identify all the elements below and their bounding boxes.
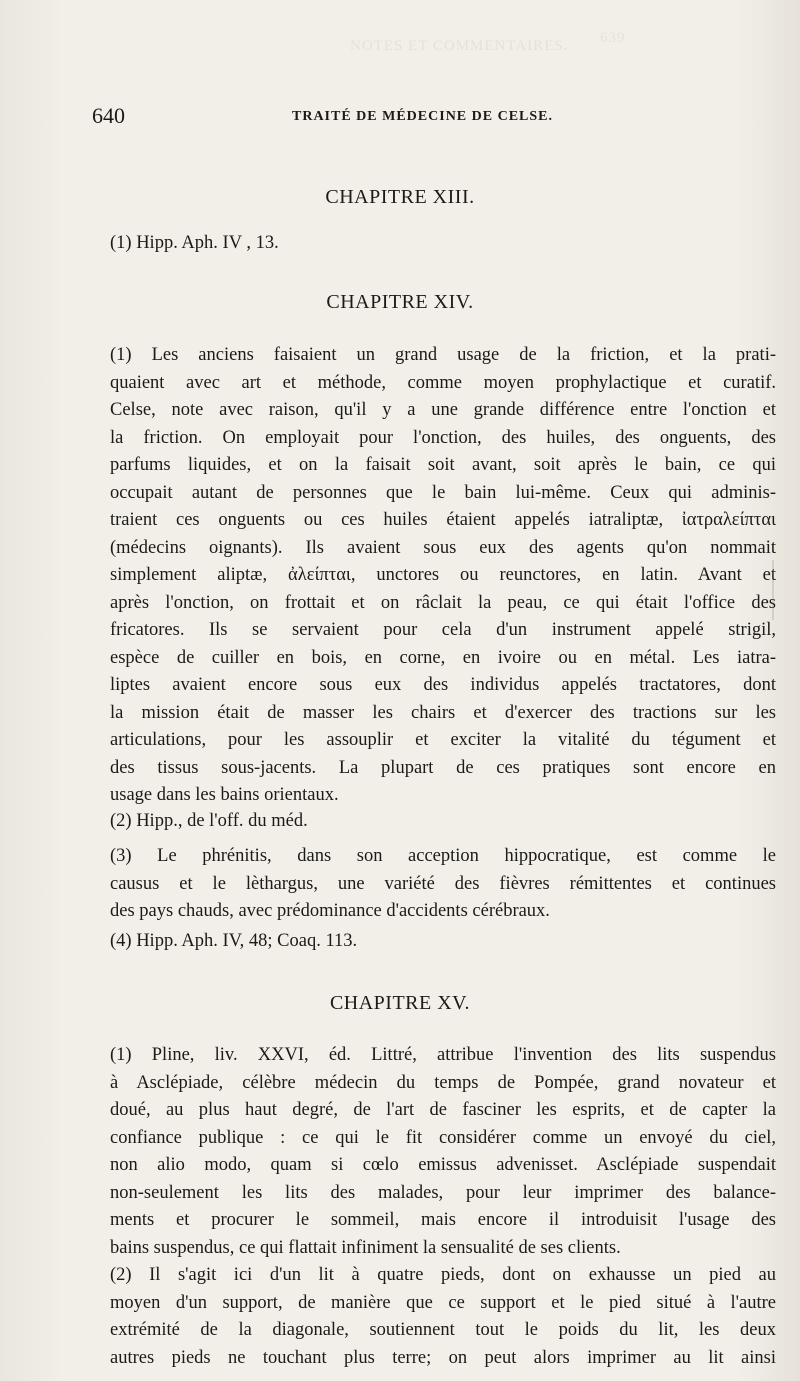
footnote-line: quaient avec art et méthode, comme moyen prophylactique et curatif. xyxy=(110,372,776,393)
footnote-line: causus et le lèthargus, une variété des fièvres rémittentes et continues xyxy=(110,873,776,894)
footnote-line: Celse, note avec raison, qu'il y a une grande différence entre l'onction et xyxy=(110,400,776,420)
footnote-line: traient ces onguents ou ces huiles étaient appelés iatraliptæ, ἰατραλείπται xyxy=(110,510,776,530)
page-number: 640 xyxy=(92,103,125,128)
footnote-line: (1) Hipp. Aph. IV , 13. xyxy=(110,233,279,253)
footnote-line: simplement aliptæ, ἀλείπται, unctores ou reunctores, en latin. Avant et xyxy=(110,565,776,585)
footnote-line: à Asclépiade, célèbre médecin du temps de Pompée, grand novateur et xyxy=(110,1072,776,1093)
footnote-line: confiance publique : ce qui le fit considérer comme un envoyé du ciel, xyxy=(110,1127,776,1148)
footnote-line: articulations, pour les assouplir et exciter la vitalité du tégument et xyxy=(110,730,776,750)
footnote-line: occupait autant de personnes que le bain lui-même. Ceux qui adminis- xyxy=(110,482,776,503)
footnote-line: (1) Les anciens faisaient un grand usage de la friction, et la prati- xyxy=(110,345,776,365)
footnote-line: des tissus sous-jacents. La plupart de ces pratiques sont encore en xyxy=(110,757,776,778)
footnote-line: (3) Le phrénitis, dans son acception hippocratique, est comme le xyxy=(110,846,776,866)
footnote-line: fricatores. Ils se servaient pour cela d'un instrument appelé strigil, xyxy=(110,620,776,640)
running-title: TRAITÉ DE MÉDECINE DE CELSE. xyxy=(292,109,553,124)
footnote xyxy=(110,342,776,810)
footnote-line: parfums liquides, et on la faisait soit avant, soit après le bain, ce qui xyxy=(110,455,776,475)
footnote-line: (médecins oignants). Ils avaient sous eux des agents qu'on nommait xyxy=(110,537,776,558)
footnote-line: autres pieds ne touchant plus terre; on peut alors imprimer au lit ainsi xyxy=(110,1347,776,1368)
chapter-heading: CHAPITRE XIII. xyxy=(325,186,475,208)
footnote-line: la mission était de masser les chairs et d'exercer des tractions sur les xyxy=(110,702,776,723)
footnote xyxy=(110,843,776,926)
bleed-through-text: NOTES ET COMMENTAIRES. xyxy=(350,38,569,54)
footnote-line: usage dans les bains orientaux. xyxy=(110,785,339,805)
chapter-heading: CHAPITRE XIV. xyxy=(326,291,474,313)
footnote-line: extrémité de la diagonale, soutiennent tout le poids du lit, les deux xyxy=(110,1320,776,1340)
footnote-line: (2) Il s'agit ici d'un lit à quatre pieds, dont on exhausse un pied au xyxy=(110,1265,776,1285)
footnote-line: après l'onction, on frottait et on râclait la peau, ce qui était l'office des xyxy=(110,592,776,613)
footnote-line: bains suspendus, ce qui flattait infiniment la sensualité de ses clients. xyxy=(110,1237,621,1258)
page-header xyxy=(92,103,760,133)
footnote-line: doué, au plus haut degré, de l'art de fasciner les esprits, et de capter la xyxy=(110,1100,776,1120)
footnote xyxy=(110,928,776,956)
page-edge-shadow xyxy=(772,560,774,620)
footnote-line: la friction. On employait pour l'onction, des huiles, des onguents, des xyxy=(110,427,776,448)
chapter-heading: CHAPITRE XV. xyxy=(329,992,471,1014)
footnote-line: des pays chauds, avec prédominance d'accidents cérébraux. xyxy=(110,901,550,921)
footnote-line: liptes avaient encore sous eux des individus appelés tractatores, dont xyxy=(110,675,776,695)
footnote-line: (4) Hipp. Aph. IV, 48; Coaq. 113. xyxy=(110,931,358,951)
bleed-through-text: 639 xyxy=(600,30,626,46)
footnote-line: espèce de cuiller en bois, en corne, en ivoire ou en métal. Les iatra- xyxy=(110,647,776,668)
footnote xyxy=(110,1042,776,1262)
footnote-line: non alio modo, quam si cœlo emissus advenisset. Asclépiade suspendait xyxy=(110,1155,776,1175)
footnote-line: ments et procurer le sommeil, mais encore il introduisit l'usage des xyxy=(110,1210,776,1230)
footnote xyxy=(110,230,776,258)
footnote xyxy=(110,808,776,836)
footnote-line: moyen d'un support, de manière que ce support et le pied situé à l'autre xyxy=(110,1292,776,1313)
footnote-line: (1) Pline, liv. XXVI, éd. Littré, attribue l'invention des lits suspendus xyxy=(110,1045,776,1065)
footnote-line: non-seulement les lits des malades, pour leur imprimer des balance- xyxy=(110,1182,776,1203)
footnote xyxy=(110,1262,776,1372)
footnote-line: (2) Hipp., de l'off. du méd. xyxy=(110,811,308,831)
